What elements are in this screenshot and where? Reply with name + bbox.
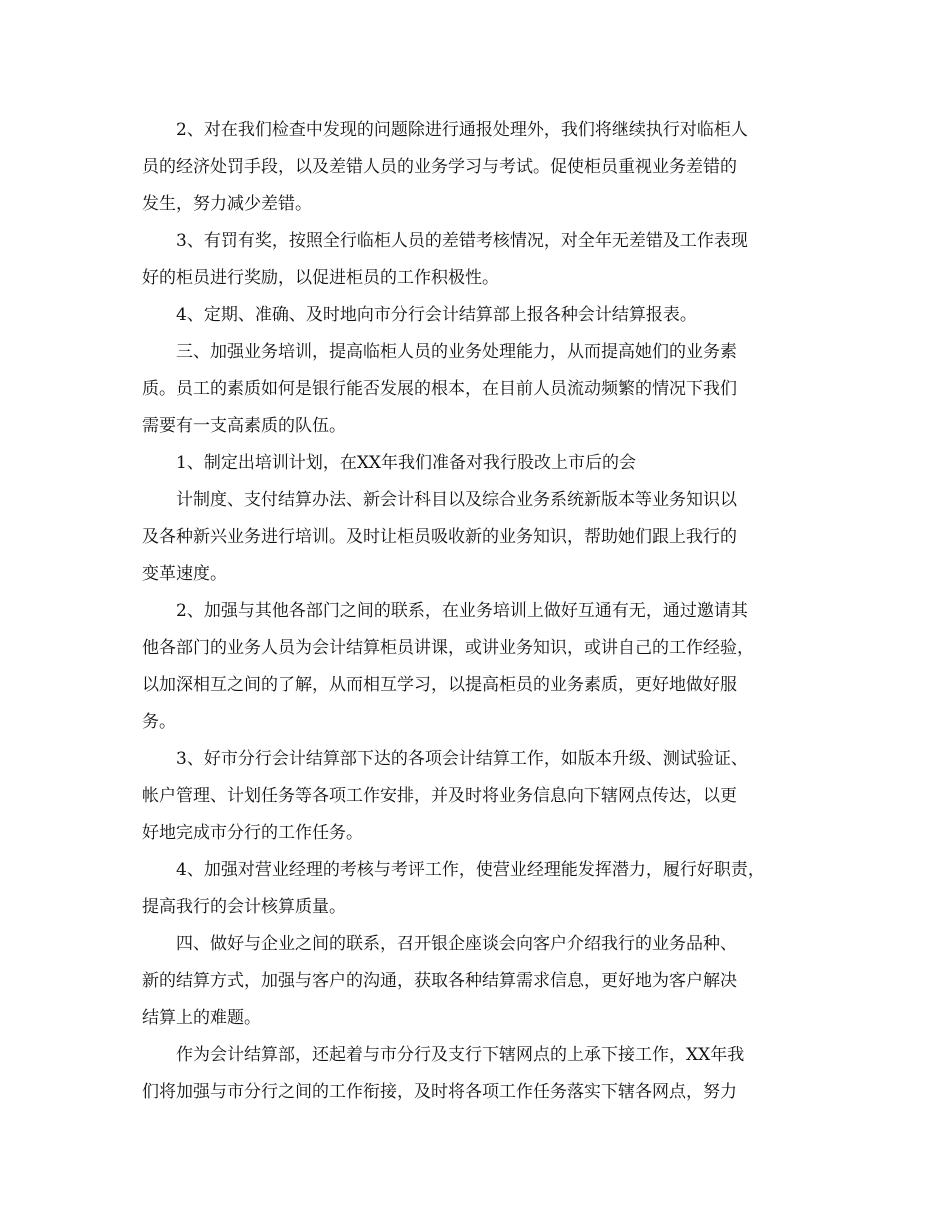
text-line: 4、定期、准确、及时地向市分行会计结算部上报各种会计结算报表。	[176, 305, 697, 325]
text-line: 员的经济处罚手段，以及差错人员的业务学习与考试。促使柜员重视业务差错的	[142, 157, 737, 177]
text-line: 计制度、支付结算办法、新会计科目以及综合业务系统新版本等业务知识以	[176, 490, 737, 510]
text-line: 需要有一支高素质的队伍。	[142, 416, 346, 436]
text-line: 及各种新兴业务进行培训。及时让柜员吸收新的业务知识，帮助她们跟上我行的	[142, 527, 737, 547]
text-line: 务。	[142, 712, 176, 732]
text-line: 2、对在我们检查中发现的问题除进行通报处理外，我们将继续执行对临柜人	[176, 120, 748, 140]
text-line: 新的结算方式，加强与客户的沟通，获取各种结算需求信息，更好地为客户解决	[142, 971, 737, 991]
text-line: 结算上的难题。	[142, 1008, 261, 1028]
text-line: 三、加强业务培训，提高临柜人员的业务处理能力，从而提高她们的业务素	[176, 342, 737, 362]
text-line: 好地完成市分行的工作任务。	[142, 823, 363, 843]
text-line: 1、制定出培训计划，在XX年我们准备对我行股改上市后的会	[176, 453, 637, 473]
text-line: 变革速度。	[142, 564, 227, 584]
text-line: 帐户管理、计划任务等各项工作安排，并及时将业务信息向下辖网点传达，以更	[142, 786, 737, 806]
text-line: 四、做好与企业之间的联系，召开银企座谈会向客户介绍我行的业务品种、	[176, 934, 737, 954]
text-line: 好的柜员进行奖励，以促进柜员的工作积极性。	[142, 268, 499, 288]
text-line: 4、加强对营业经理的考核与考评工作，使营业经理能发挥潜力，履行好职责，	[176, 860, 765, 880]
text-line: 们将加强与市分行之间的工作衔接，及时将各项工作任务落实下辖各网点，努力	[142, 1082, 737, 1102]
text-line: 发生，努力减少差错。	[142, 194, 312, 214]
text-line: 他各部门的业务人员为会计结算柜员讲课，或讲业务知识，或讲自己的工作经验，	[142, 638, 754, 658]
text-line: 2、加强与其他各部门之间的联系，在业务培训上做好互通有无，通过邀请其	[176, 601, 748, 621]
text-line: 质。员工的素质如何是银行能否发展的根本，在目前人员流动频繁的情况下我们	[142, 379, 737, 399]
text-line: 3、好市分行会计结算部下达的各项会计结算工作，如版本升级、测试验证、	[176, 749, 748, 769]
text-line: 以加深相互之间的了解，从而相互学习，以提高柜员的业务素质，更好地做好服	[142, 675, 737, 695]
text-line: 作为会计结算部，还起着与市分行及支行下辖网点的上承下接工作，XX年我	[176, 1045, 745, 1065]
text-line: 3、有罚有奖，按照全行临柜人员的差错考核情况，对全年无差错及工作表现	[176, 231, 748, 251]
text-line: 提高我行的会计核算质量。	[142, 897, 346, 917]
